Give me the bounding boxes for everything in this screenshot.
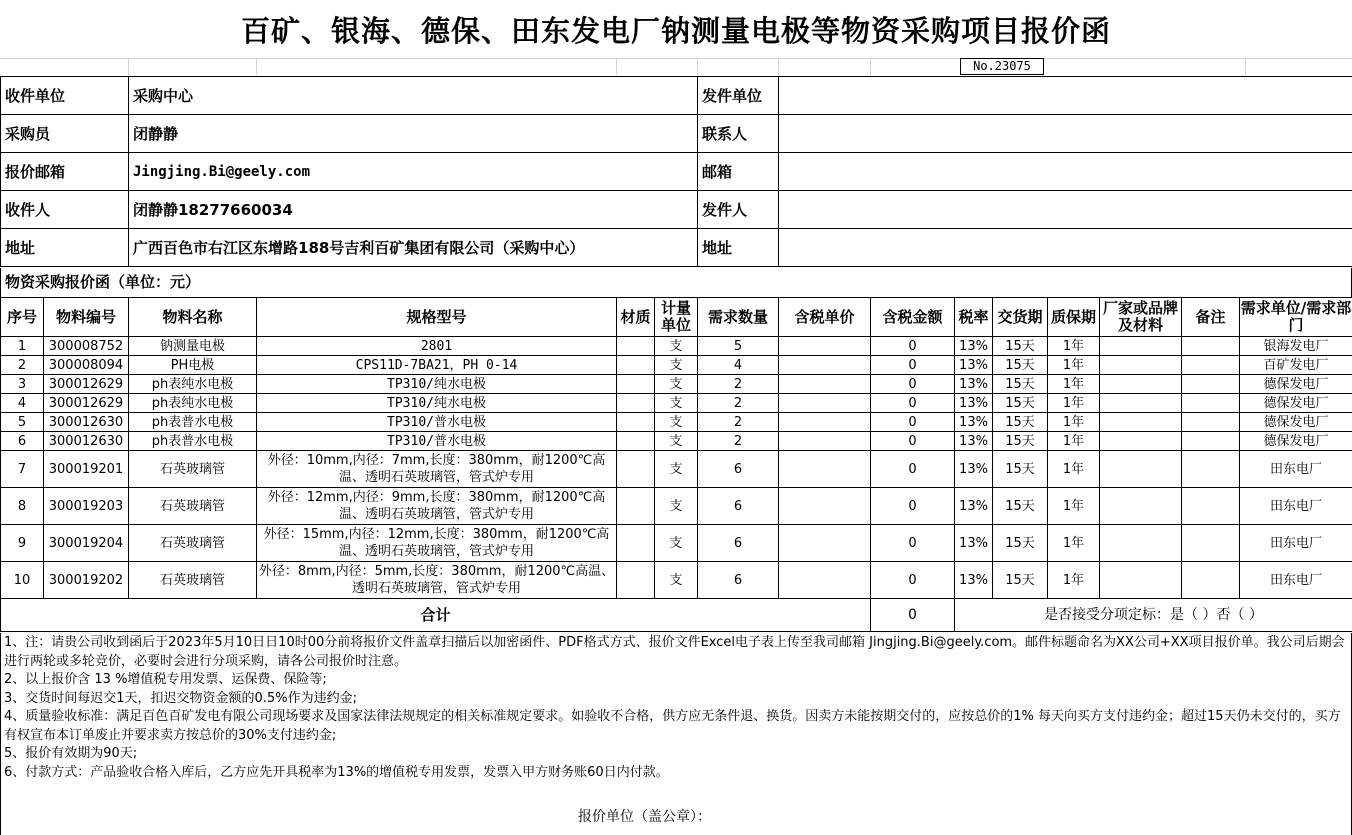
contact-value[interactable] bbox=[779, 115, 1352, 153]
cell-spec: 外径：10mm,内径：7mm,长度：380mm，耐1200℃高温、透明石英玻璃管，管式炉专用 bbox=[257, 451, 617, 488]
cell-code: 300019204 bbox=[44, 525, 129, 562]
cell-material[interactable] bbox=[617, 375, 655, 394]
cell-amount[interactable]: 0 bbox=[871, 562, 955, 599]
note-1: 1、注：请贵公司收到函后于2023年5月10日日10时00分前将报价文件盖章扫描后以加密函件、PDF格式方式、报价文件Excel电子表上传至我司邮箱 Jingjing.Bi@geely.com。邮件标题命名为XX公司+XX项目报价单。我公司后期会进行两轮或多轮竞价，必要时会进行分项采购，请各公司报价时注意。 bbox=[4, 635, 1345, 669]
info-table bbox=[0, 76, 1352, 267]
cell-spec: 外径：12mm,内径：9mm,长度：380mm，耐1200℃高温、透明石英玻璃管，管式炉专用 bbox=[257, 488, 617, 525]
cell-amount[interactable]: 0 bbox=[871, 525, 955, 562]
cell-warranty: 1年 bbox=[1048, 356, 1100, 375]
note-6: 6、付款方式：产品验收合格入库后，乙方应先开具税率为13%的增值税专用发票，发票入甲方财务账60日内付款。 bbox=[4, 764, 669, 780]
recv-unit-label: 收件单位 bbox=[1, 77, 129, 115]
cell-amount[interactable]: 0 bbox=[871, 356, 955, 375]
cell-dept: 田东电厂 bbox=[1240, 488, 1352, 525]
address-label: 地址 bbox=[1, 229, 129, 267]
cell-qty: 5 bbox=[698, 337, 779, 356]
email-value[interactable] bbox=[779, 153, 1352, 191]
cell-material[interactable] bbox=[617, 562, 655, 599]
cell-spec: TP310/纯水电极 bbox=[257, 394, 617, 413]
notes-block bbox=[0, 633, 1352, 835]
cell-amount[interactable]: 0 bbox=[871, 337, 955, 356]
total-row bbox=[1, 599, 1352, 632]
cell-qty: 6 bbox=[698, 562, 779, 599]
table-row bbox=[1, 562, 1352, 599]
cell-spec: 外径：15mm,内径：12mm,长度：380mm，耐1200℃高温、透明石英玻璃管，管式炉专用 bbox=[257, 525, 617, 562]
cell-warranty: 1年 bbox=[1048, 562, 1100, 599]
cell-remark[interactable] bbox=[1182, 375, 1240, 394]
cell-delivery: 15天 bbox=[993, 525, 1048, 562]
buyer-label: 采购员 bbox=[1, 115, 129, 153]
note-5: 5、报价有效期为90天; bbox=[4, 746, 138, 761]
cell-dept: 银海发电厂 bbox=[1240, 337, 1352, 356]
table-row bbox=[1, 375, 1352, 394]
cell-material[interactable] bbox=[617, 337, 655, 356]
header-delivery: 交货期 bbox=[993, 298, 1048, 337]
cell-brand[interactable] bbox=[1100, 337, 1182, 356]
sender-label: 发件人 bbox=[698, 191, 779, 229]
cell-dept: 百矿发电厂 bbox=[1240, 356, 1352, 375]
cell-remark[interactable] bbox=[1182, 432, 1240, 451]
quote-email-label: 报价邮箱 bbox=[1, 153, 129, 191]
total-label: 合计 bbox=[1, 599, 871, 632]
cell-delivery: 15天 bbox=[993, 394, 1048, 413]
cell-material[interactable] bbox=[617, 488, 655, 525]
cell-material[interactable] bbox=[617, 413, 655, 432]
cell-code: 300019202 bbox=[44, 562, 129, 599]
receiver-label: 收件人 bbox=[1, 191, 129, 229]
cell-warranty: 1年 bbox=[1048, 525, 1100, 562]
grid-divider bbox=[256, 58, 257, 75]
cell-unit: 支 bbox=[655, 525, 698, 562]
cell-amount[interactable]: 0 bbox=[871, 451, 955, 488]
address-value[interactable]: 广西百色市右江区东增路188号吉利百矿集团有限公司（采购中心） bbox=[129, 229, 698, 267]
cell-warranty: 1年 bbox=[1048, 432, 1100, 451]
cell-tax: 13% bbox=[955, 394, 993, 413]
cell-price[interactable] bbox=[779, 451, 871, 488]
cell-price[interactable] bbox=[779, 337, 871, 356]
cell-spec: 2801 bbox=[257, 337, 617, 356]
cell-delivery: 15天 bbox=[993, 375, 1048, 394]
cell-delivery: 15天 bbox=[993, 451, 1048, 488]
cell-dept: 田东电厂 bbox=[1240, 451, 1352, 488]
cell-name: ph表普水电极 bbox=[129, 413, 257, 432]
receiver-value[interactable]: 闭静静18277660034 bbox=[129, 191, 698, 229]
cell-brand[interactable] bbox=[1100, 413, 1182, 432]
cell-brand[interactable] bbox=[1100, 432, 1182, 451]
cell-delivery: 15天 bbox=[993, 432, 1048, 451]
header-warranty: 质保期 bbox=[1048, 298, 1100, 337]
cell-name: 石英玻璃管 bbox=[129, 562, 257, 599]
cell-unit: 支 bbox=[655, 488, 698, 525]
cell-unit: 支 bbox=[655, 394, 698, 413]
cell-seq: 7 bbox=[1, 451, 44, 488]
cell-delivery: 15天 bbox=[993, 356, 1048, 375]
cell-remark[interactable] bbox=[1182, 525, 1240, 562]
cell-seq: 3 bbox=[1, 375, 44, 394]
cell-price[interactable] bbox=[779, 562, 871, 599]
table-row bbox=[1, 451, 1352, 488]
cell-code: 300019201 bbox=[44, 451, 129, 488]
cell-qty: 2 bbox=[698, 432, 779, 451]
header-code: 物料编号 bbox=[44, 298, 129, 337]
header-tax: 税率 bbox=[955, 298, 993, 337]
total-value: 0 bbox=[871, 599, 955, 632]
cell-price[interactable] bbox=[779, 356, 871, 375]
quote-email-value[interactable]: Jingjing.Bi@geely.com bbox=[129, 153, 698, 191]
cell-name: 石英玻璃管 bbox=[129, 451, 257, 488]
cell-qty: 6 bbox=[698, 525, 779, 562]
grid-divider bbox=[616, 58, 617, 75]
cell-remark[interactable] bbox=[1182, 488, 1240, 525]
cell-amount[interactable]: 0 bbox=[871, 432, 955, 451]
cell-delivery: 15天 bbox=[993, 337, 1048, 356]
cell-code: 300019203 bbox=[44, 488, 129, 525]
header-unit: 计量单位 bbox=[655, 298, 698, 337]
cell-tax: 13% bbox=[955, 356, 993, 375]
page-title: 百矿、银海、德保、田东发电厂钠测量电极等物资采购项目报价函 bbox=[240, 13, 1111, 48]
cell-remark[interactable] bbox=[1182, 394, 1240, 413]
cell-unit: 支 bbox=[655, 451, 698, 488]
sender-value[interactable] bbox=[779, 191, 1352, 229]
sender-address-value[interactable] bbox=[779, 229, 1352, 267]
header-price: 含税单价 bbox=[779, 298, 871, 337]
table-header-row bbox=[1, 298, 1352, 337]
cell-dept: 德保发电厂 bbox=[1240, 375, 1352, 394]
header-name: 物料名称 bbox=[129, 298, 257, 337]
cell-price[interactable] bbox=[779, 375, 871, 394]
cell-code: 300012629 bbox=[44, 394, 129, 413]
recv-unit-value[interactable]: 采购中心 bbox=[129, 77, 698, 115]
cell-unit: 支 bbox=[655, 432, 698, 451]
table-row bbox=[1, 488, 1352, 525]
table-row bbox=[1, 337, 1352, 356]
header-qty: 需求数量 bbox=[698, 298, 779, 337]
cell-warranty: 1年 bbox=[1048, 413, 1100, 432]
cell-remark[interactable] bbox=[1182, 413, 1240, 432]
cell-amount[interactable]: 0 bbox=[871, 394, 955, 413]
table-row bbox=[1, 525, 1352, 562]
cell-tax: 13% bbox=[955, 375, 993, 394]
cell-spec: TP310/普水电极 bbox=[257, 413, 617, 432]
cell-seq: 4 bbox=[1, 394, 44, 413]
cell-seq: 2 bbox=[1, 356, 44, 375]
note-4: 4、质量验收标准：满足百色百矿发电有限公司现场要求及国家法律法规规定的相关标准规定要求。如验收不合格，供方应无条件退、换货。因卖方未能按期交付的，应按总价的1% 每天向买方支付违约金；超过15天仍未交付的，买方有权宣布本订单废止并要求卖方按总价的30%支付违约金; bbox=[4, 709, 1341, 743]
note-3: 3、交货时间每迟交1天，扣迟交物资金额的0.5%作为违约金; bbox=[4, 690, 357, 706]
cell-brand[interactable] bbox=[1100, 394, 1182, 413]
partial-award-option[interactable]: 是否接受分项定标：是（ ）否（ ） bbox=[955, 599, 1352, 632]
cell-tax: 13% bbox=[955, 488, 993, 525]
cell-brand[interactable] bbox=[1100, 451, 1182, 488]
cell-tax: 13% bbox=[955, 562, 993, 599]
cell-warranty: 1年 bbox=[1048, 451, 1100, 488]
cell-code: 300012630 bbox=[44, 432, 129, 451]
cell-seq: 10 bbox=[1, 562, 44, 599]
section-title: 物资采购报价函（单位：元） bbox=[0, 268, 1352, 297]
cell-delivery: 15天 bbox=[993, 562, 1048, 599]
document-number: No.23075 bbox=[960, 58, 1044, 75]
grid-divider bbox=[1245, 58, 1246, 75]
cell-price[interactable] bbox=[779, 432, 871, 451]
header-brand: 厂家或品牌及材料 bbox=[1100, 298, 1182, 337]
header-remark: 备注 bbox=[1182, 298, 1240, 337]
cell-qty: 4 bbox=[698, 356, 779, 375]
cell-name: 石英玻璃管 bbox=[129, 525, 257, 562]
cell-unit: 支 bbox=[655, 562, 698, 599]
cell-seq: 1 bbox=[1, 337, 44, 356]
cell-name: ph表纯水电极 bbox=[129, 394, 257, 413]
table-row bbox=[1, 394, 1352, 413]
cell-material[interactable] bbox=[617, 525, 655, 562]
cell-price[interactable] bbox=[779, 413, 871, 432]
cell-warranty: 1年 bbox=[1048, 394, 1100, 413]
cell-material[interactable] bbox=[617, 432, 655, 451]
cell-code: 300012629 bbox=[44, 375, 129, 394]
cell-dept: 田东电厂 bbox=[1240, 562, 1352, 599]
cell-tax: 13% bbox=[955, 451, 993, 488]
cell-dept: 田东电厂 bbox=[1240, 525, 1352, 562]
cell-price[interactable] bbox=[779, 525, 871, 562]
cell-tax: 13% bbox=[955, 413, 993, 432]
cell-name: PH电极 bbox=[129, 356, 257, 375]
cell-name: 钠测量电极 bbox=[129, 337, 257, 356]
cell-code: 300008094 bbox=[44, 356, 129, 375]
cell-amount[interactable]: 0 bbox=[871, 488, 955, 525]
cell-material[interactable] bbox=[617, 451, 655, 488]
cell-seq: 8 bbox=[1, 488, 44, 525]
cell-unit: 支 bbox=[655, 356, 698, 375]
signature-label: 报价单位（盖公章）： bbox=[578, 809, 711, 825]
cell-brand[interactable] bbox=[1100, 525, 1182, 562]
cell-unit: 支 bbox=[655, 375, 698, 394]
contact-label: 联系人 bbox=[698, 115, 779, 153]
cell-name: ph表普水电极 bbox=[129, 432, 257, 451]
cell-remark[interactable] bbox=[1182, 356, 1240, 375]
cell-name: 石英玻璃管 bbox=[129, 488, 257, 525]
cell-price[interactable] bbox=[779, 488, 871, 525]
sender-address-label: 地址 bbox=[698, 229, 779, 267]
cell-brand[interactable] bbox=[1100, 488, 1182, 525]
cell-seq: 5 bbox=[1, 413, 44, 432]
cell-dept: 德保发电厂 bbox=[1240, 432, 1352, 451]
cell-code: 300012630 bbox=[44, 413, 129, 432]
cell-seq: 9 bbox=[1, 525, 44, 562]
grid-divider bbox=[778, 58, 779, 75]
cell-tax: 13% bbox=[955, 525, 993, 562]
grid-divider bbox=[0, 58, 1352, 59]
table-row bbox=[1, 432, 1352, 451]
cell-spec: 外径：8mm,内径：5mm,长度：380mm，耐1200℃高温、透明石英玻璃管，管式炉专用 bbox=[257, 562, 617, 599]
cell-warranty: 1年 bbox=[1048, 488, 1100, 525]
cell-amount[interactable]: 0 bbox=[871, 413, 955, 432]
table-row bbox=[1, 413, 1352, 432]
cell-spec: TP310/纯水电极 bbox=[257, 375, 617, 394]
cell-qty: 6 bbox=[698, 451, 779, 488]
cell-amount[interactable]: 0 bbox=[871, 375, 955, 394]
cell-warranty: 1年 bbox=[1048, 375, 1100, 394]
cell-price[interactable] bbox=[779, 394, 871, 413]
header-spec: 规格型号 bbox=[257, 298, 617, 337]
cell-dept: 德保发电厂 bbox=[1240, 413, 1352, 432]
cell-brand[interactable] bbox=[1100, 375, 1182, 394]
cell-qty: 2 bbox=[698, 375, 779, 394]
grid-divider bbox=[870, 58, 871, 75]
cell-brand[interactable] bbox=[1100, 356, 1182, 375]
header-dept: 需求单位/需求部门 bbox=[1240, 298, 1352, 337]
cell-unit: 支 bbox=[655, 413, 698, 432]
header-material: 材质 bbox=[617, 298, 655, 337]
cell-spec: TP310/普水电极 bbox=[257, 432, 617, 451]
cell-remark[interactable] bbox=[1182, 451, 1240, 488]
cell-remark[interactable] bbox=[1182, 562, 1240, 599]
cell-material[interactable] bbox=[617, 356, 655, 375]
cell-qty: 2 bbox=[698, 394, 779, 413]
cell-seq: 6 bbox=[1, 432, 44, 451]
cell-delivery: 15天 bbox=[993, 413, 1048, 432]
grid-divider bbox=[128, 58, 129, 75]
cell-material[interactable] bbox=[617, 394, 655, 413]
header-amount: 含税金额 bbox=[871, 298, 955, 337]
cell-warranty: 1年 bbox=[1048, 337, 1100, 356]
header-seq: 序号 bbox=[1, 298, 44, 337]
send-unit-label: 发件单位 bbox=[698, 77, 779, 115]
table-row bbox=[1, 356, 1352, 375]
cell-remark[interactable] bbox=[1182, 337, 1240, 356]
cell-tax: 13% bbox=[955, 337, 993, 356]
send-unit-value[interactable] bbox=[779, 77, 1352, 115]
grid-divider bbox=[697, 58, 698, 75]
email-label: 邮箱 bbox=[698, 153, 779, 191]
items-table bbox=[0, 297, 1352, 632]
cell-spec: CPS11D-7BA21，PH 0-14 bbox=[257, 356, 617, 375]
buyer-value[interactable]: 闭静静 bbox=[129, 115, 698, 153]
cell-dept: 德保发电厂 bbox=[1240, 394, 1352, 413]
cell-delivery: 15天 bbox=[993, 488, 1048, 525]
cell-qty: 2 bbox=[698, 413, 779, 432]
cell-unit: 支 bbox=[655, 337, 698, 356]
cell-qty: 6 bbox=[698, 488, 779, 525]
cell-code: 300008752 bbox=[44, 337, 129, 356]
cell-brand[interactable] bbox=[1100, 562, 1182, 599]
note-2: 2、以上报价含 13 %增值税专用发票、运保费、保险等; bbox=[4, 672, 327, 687]
cell-tax: 13% bbox=[955, 432, 993, 451]
cell-name: ph表纯水电极 bbox=[129, 375, 257, 394]
